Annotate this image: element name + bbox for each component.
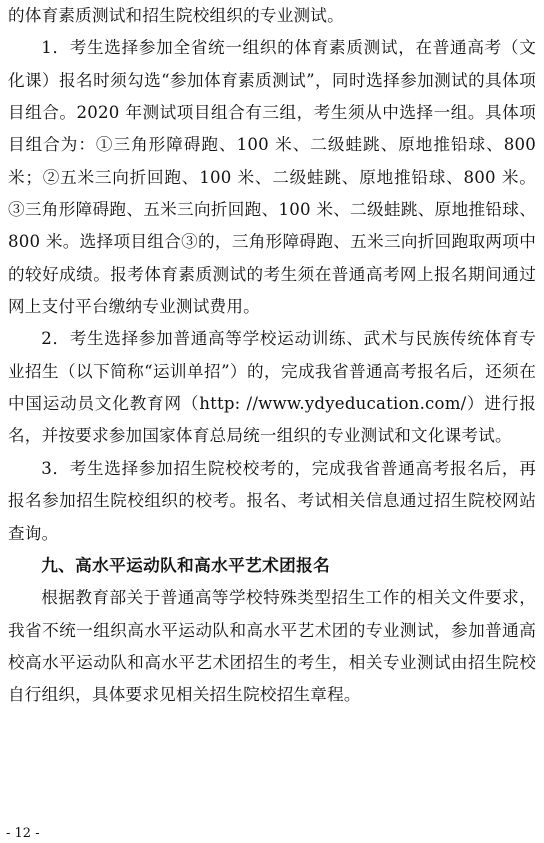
document-body	[8, 0, 536, 712]
paragraph-item-3: 3．考生选择参加招生院校校考的，完成我省普通高考报名后，再报名参加招生院校组织的校考。报名、考试相关信息通过招生院校网站查询。	[8, 458, 536, 543]
paragraph-section-9: 根据教育部关于普通高等学校特殊类型招生工作的相关文件要求，我省不统一组织高水平运动队和高水平艺术团的专业测试，参加普通高校高水平运动队和高水平艺术团招生的考生，相关专业测试由招生院校自行组织，具体要求见相关招生院校招生章程。	[8, 588, 536, 705]
paragraph-continuation: 的体育素质测试和招生院校组织的专业测试。	[8, 6, 344, 25]
page-number: - 12 -	[6, 826, 40, 841]
paragraph-item-2: 2．考生选择参加普通高等学校运动训练、武术与民族传统体育专业招生（以下简称“运训单招”）的，完成我省普通高考报名后，还须在中国运动员文化教育网（http: //www.ydyeducation.com/）进行报名，并按要求参加国家体育总局统一组织的专业测试和文化课考试。	[8, 329, 536, 446]
paragraph-item-1: 1．考生选择参加全省统一组织的体育素质测试，在普通高考（文化课）报名时须勾选“参加体育素质测试”，同时选择参加测试的具体项目组合。2020 年测试项目组合有三组，考生须从中选择一组。具体项目组合为：①三角形障碍跑、100 米、二级蛙跳、原地推铅球、800 米；②五米三向折回跑、100 米、二级蛙跳、原地推铅球、800 米。③三角形障碍跑、五米三向折回跑、100 米、二级蛙跳、原地推铅球、800 米。选择项目组合③的，三角形障碍跑、五米三向折回跑取两项中的较好成绩。报考体育素质测试的考生须在普通高考网上报名期间通过网上支付平台缴纳专业测试费用。	[8, 38, 536, 317]
section-heading: 九、高水平运动队和高水平艺术团报名	[41, 555, 331, 575]
